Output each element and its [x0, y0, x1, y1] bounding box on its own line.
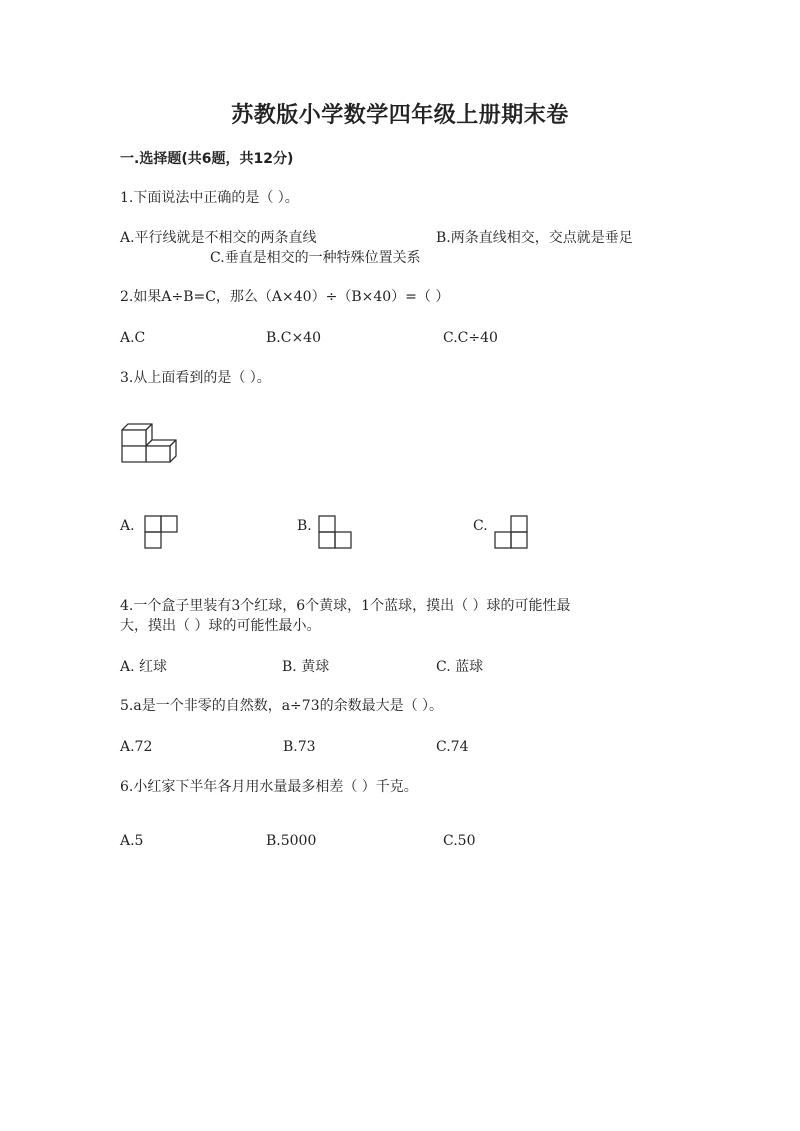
question-4-stem-line-2: 大，摸出（ ）球的可能性最小。 — [120, 618, 321, 634]
question-1-option-a: A.平行线就是不相交的两条直线 — [120, 230, 317, 246]
question-4-option-b: B. 黄球 — [282, 659, 330, 675]
question-1-option-c: C.垂直是相交的一种特殊位置关系 — [210, 250, 421, 266]
top-view-option-c-icon — [494, 514, 528, 550]
question-1-stem: 1.下面说法中正确的是（ ）。 — [120, 190, 299, 206]
stacked-cubes-icon — [119, 420, 181, 468]
question-2-option-a: A.C — [120, 330, 146, 346]
question-6-option-b: B.5000 — [266, 833, 317, 849]
question-2-option-b: B.C×40 — [266, 330, 321, 346]
question-3-option-c: C. — [473, 518, 488, 534]
question-3-option-a: A. — [120, 518, 135, 534]
question-6-option-c: C.50 — [443, 833, 476, 849]
question-4-option-c: C. 蓝球 — [436, 659, 484, 675]
question-1-option-b: B.两条直线相交，交点就是垂足 — [436, 230, 633, 246]
question-2-option-c: C.C÷40 — [443, 330, 498, 346]
question-4-option-a: A. 红球 — [120, 659, 168, 675]
page-title: 苏教版小学数学四年级上册期末卷 — [231, 103, 569, 128]
question-5-option-c: C.74 — [436, 739, 469, 755]
question-3-option-b: B. — [297, 518, 312, 534]
top-view-option-a-icon — [144, 514, 178, 550]
question-5-option-b: B.73 — [283, 739, 316, 755]
question-6-option-a: A.5 — [120, 833, 144, 849]
section-heading: 一.选择题(共6题，共12分) — [120, 151, 294, 167]
question-4-stem-line-1: 4.一个盒子里装有3个红球，6个黄球，1个蓝球，摸出（ ）球的可能性最 — [120, 598, 571, 614]
question-2-stem: 2.如果A÷B=C，那么（A×40）÷（B×40）=（ ） — [120, 289, 450, 305]
question-6-stem: 6.小红家下半年各月用水量最多相差（ ）千克。 — [120, 779, 418, 795]
question-5-option-a: A.72 — [120, 739, 153, 755]
top-view-option-b-icon — [318, 514, 352, 550]
question-3-stem: 3.从上面看到的是（ ）。 — [120, 370, 271, 386]
question-5-stem: 5.a是一个非零的自然数，a÷73的余数最大是（ ）。 — [120, 698, 444, 714]
